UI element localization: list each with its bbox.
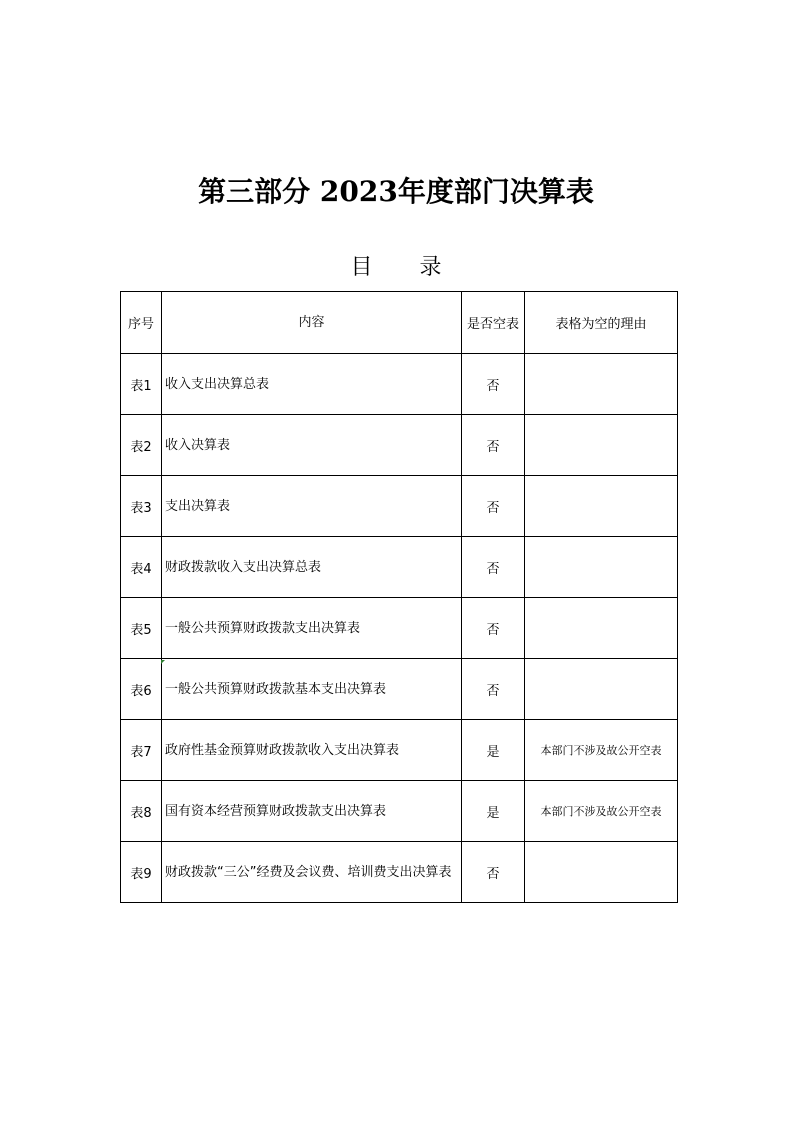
table-row <box>121 720 678 781</box>
header-index: 序号 <box>121 292 162 354</box>
row-is-empty: 否 <box>462 354 525 415</box>
row-index: 表6 <box>121 659 162 720</box>
page-title: 第三部分 2023年度部门决算表 <box>198 175 594 208</box>
row-content: 收入支出决算总表 <box>162 354 462 415</box>
row-reason <box>525 842 678 903</box>
row-index: 表3 <box>121 476 162 537</box>
row-index: 表1 <box>121 354 162 415</box>
toc-table <box>120 291 678 903</box>
row-index: 表4 <box>121 537 162 598</box>
row-is-empty: 否 <box>462 537 525 598</box>
row-content: 支出决算表 <box>162 476 462 537</box>
row-is-empty: 否 <box>462 415 525 476</box>
toc-heading: 目 录 <box>350 255 462 280</box>
table-row <box>121 598 678 659</box>
table-row <box>121 537 678 598</box>
row-content: 财政拨款收入支出决算总表 <box>162 537 462 598</box>
row-is-empty: 否 <box>462 659 525 720</box>
row-content: 政府性基金预算财政拨款收入支出决算表 <box>162 720 462 781</box>
table-row <box>121 476 678 537</box>
row-content: 财政拨款“三公”经费及会议费、培训费支出决算表 <box>162 842 462 903</box>
row-is-empty: 是 <box>462 781 525 842</box>
row-reason: 本部门不涉及故公开空表 <box>525 781 678 842</box>
row-content: 一般公共预算财政拨款基本支出决算表 <box>162 659 462 720</box>
cell-comment-marker <box>161 660 165 664</box>
header-reason: 表格为空的理由 <box>525 292 678 354</box>
row-content: 国有资本经营预算财政拨款支出决算表 <box>162 781 462 842</box>
row-reason <box>525 659 678 720</box>
row-is-empty: 否 <box>462 842 525 903</box>
header-is-empty: 是否空表 <box>462 292 525 354</box>
row-index: 表9 <box>121 842 162 903</box>
row-reason: 本部门不涉及故公开空表 <box>525 720 678 781</box>
row-is-empty: 否 <box>462 598 525 659</box>
row-content: 收入决算表 <box>162 415 462 476</box>
row-reason <box>525 537 678 598</box>
row-reason <box>525 598 678 659</box>
row-is-empty: 是 <box>462 720 525 781</box>
row-index: 表7 <box>121 720 162 781</box>
row-content: 一般公共预算财政拨款支出决算表 <box>162 598 462 659</box>
header-content: 内容 <box>162 292 462 354</box>
row-index: 表8 <box>121 781 162 842</box>
table-row <box>121 354 678 415</box>
table-row <box>121 781 678 842</box>
row-reason <box>525 354 678 415</box>
table-row <box>121 842 678 903</box>
table-row <box>121 659 678 720</box>
row-reason <box>525 415 678 476</box>
row-reason <box>525 476 678 537</box>
row-is-empty: 否 <box>462 476 525 537</box>
row-index: 表5 <box>121 598 162 659</box>
row-index: 表2 <box>121 415 162 476</box>
table-header-row <box>121 292 678 354</box>
table-row <box>121 415 678 476</box>
